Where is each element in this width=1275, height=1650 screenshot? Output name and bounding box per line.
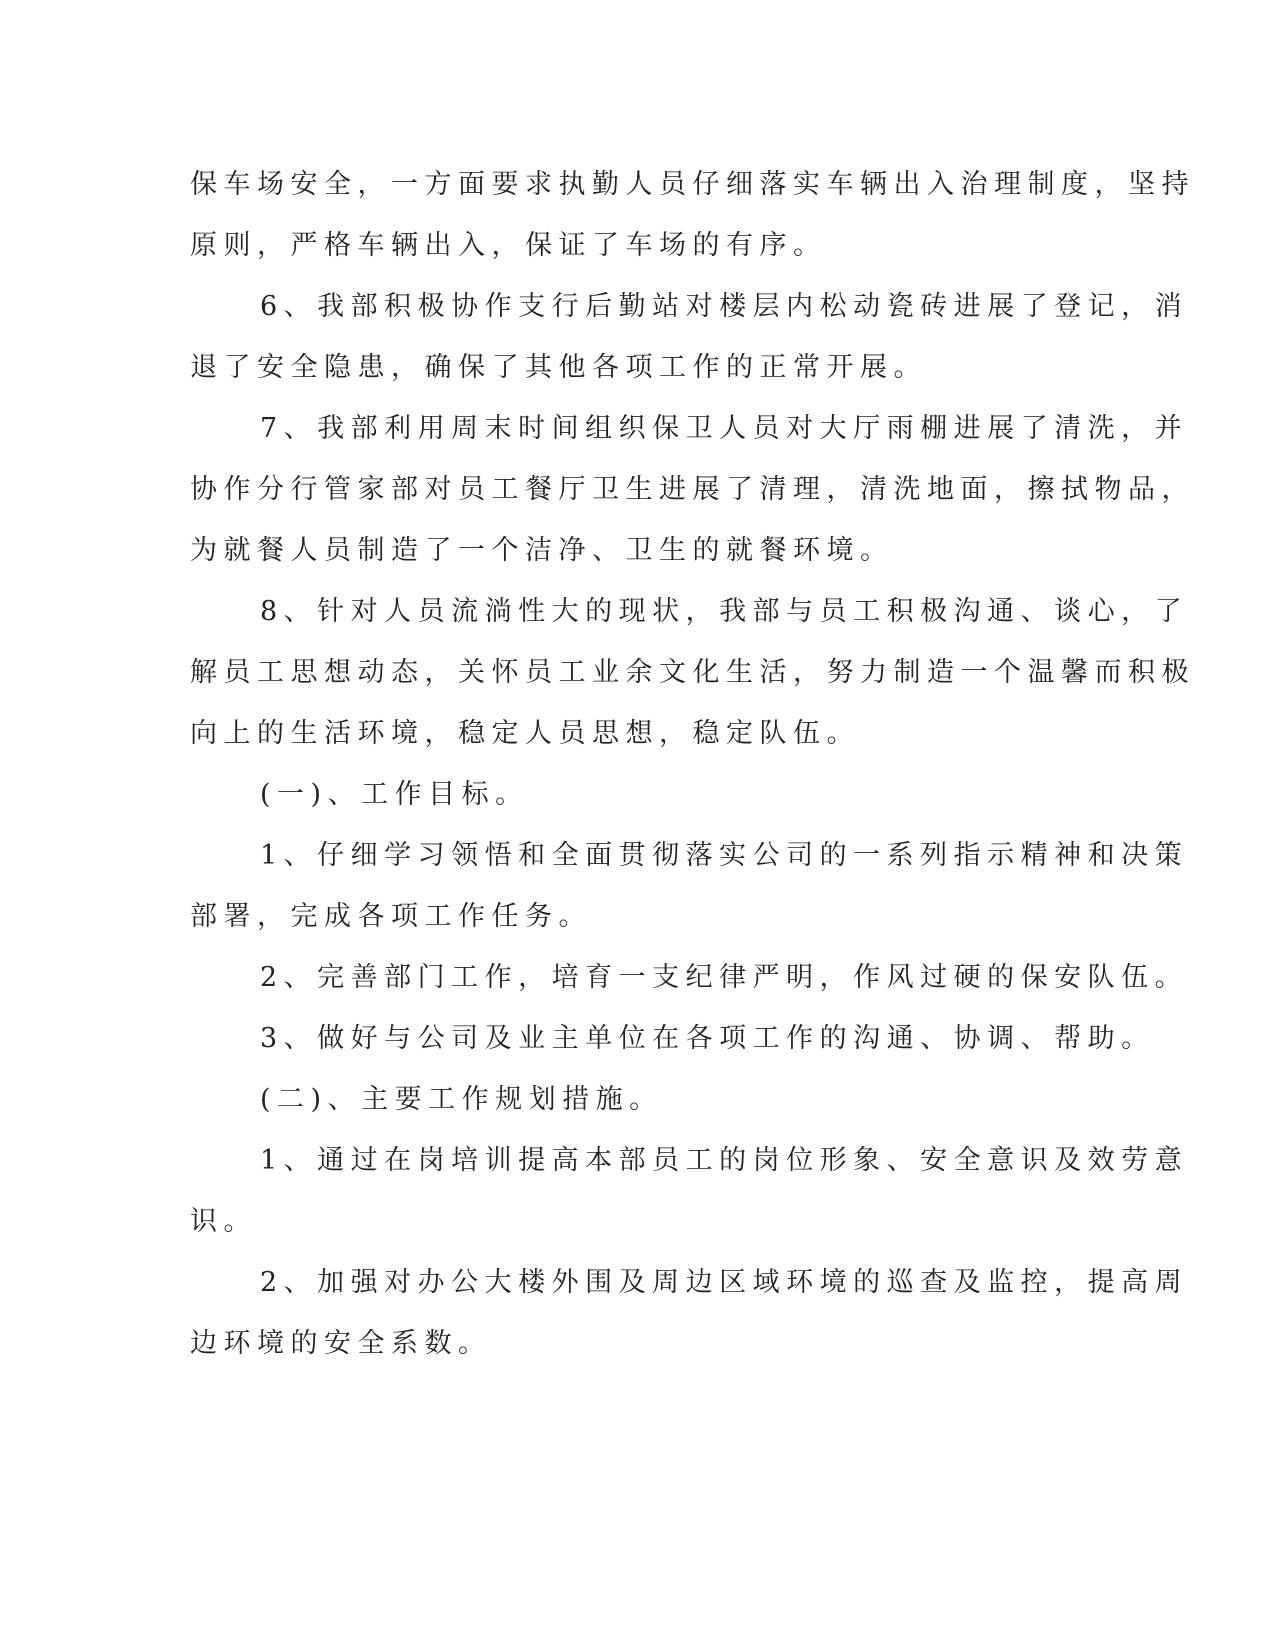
paragraph-item-8: 8、针对人员流淌性大的现状，我部与员工积极沟通、谈心，了 xyxy=(260,596,1189,627)
text-line: 向上的生活环境，稳定人员思想，稳定队伍。 xyxy=(190,718,860,749)
goal-item-1: 1、仔细学习领悟和全面贯彻落实公司的一系列指示精神和决策 xyxy=(260,840,1189,871)
text-line: 解员工思想动态，关怀员工业余文化生活，努力制造一个温馨而积极 xyxy=(190,657,1195,688)
text-line: 为就餐人员制造了一个洁净、卫生的就餐环境。 xyxy=(190,535,894,566)
goal-item-2: 2、完善部门工作，培育一支纪律严明，作风过硬的保安队伍。 xyxy=(260,962,1189,993)
text-line: 识。 xyxy=(190,1206,257,1237)
text-line: 原则，严格车辆出入，保证了车场的有序。 xyxy=(190,230,827,261)
text-line: 保车场安全，一方面要求执勤人员仔细落实车辆出入治理制度，坚持 xyxy=(190,169,1195,200)
text-line: 协作分行管家部对员工餐厅卫生进展了清理，清洗地面，擦拭物品， xyxy=(190,474,1195,505)
measure-item-2: 2、加强对办公大楼外围及周边区域环境的巡查及监控，提高周 xyxy=(260,1267,1189,1298)
section-heading-measures: (二)、主要工作规划措施。 xyxy=(260,1084,663,1115)
document-body xyxy=(190,154,1195,1374)
section-heading-goals: (一)、工作目标。 xyxy=(260,779,529,810)
goal-item-3: 3、做好与公司及业主单位在各项工作的沟通、协调、帮助。 xyxy=(260,1023,1155,1054)
measure-item-1: 1、通过在岗培训提高本部员工的岗位形象、安全意识及效劳意 xyxy=(260,1145,1189,1176)
paragraph-item-7: 7、我部利用周末时间组织保卫人员对大厅雨棚进展了清洗，并 xyxy=(260,413,1189,444)
paragraph-item-6: 6、我部积极协作支行后勤站对楼层内松动瓷砖进展了登记，消 xyxy=(260,291,1189,322)
text-line: 部署，完成各项工作任务。 xyxy=(190,901,592,932)
text-line: 边环境的安全系数。 xyxy=(190,1328,492,1359)
text-line: 退了安全隐患，确保了其他各项工作的正常开展。 xyxy=(190,352,927,383)
